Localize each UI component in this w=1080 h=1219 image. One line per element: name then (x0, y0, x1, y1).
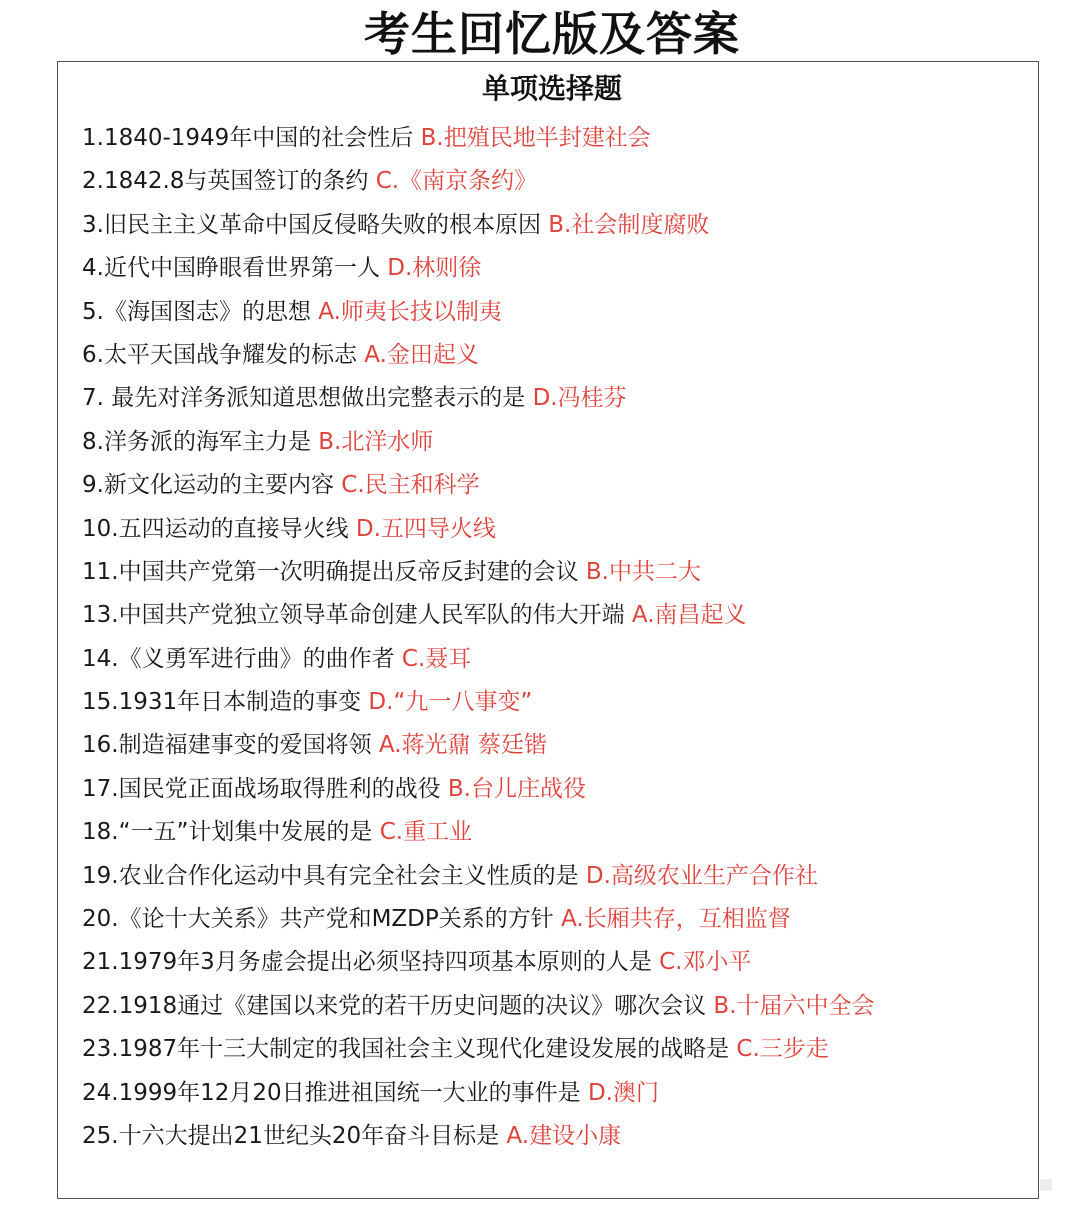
answer-text: B.北洋水师 (318, 428, 434, 455)
question-text: 20.《论十大关系》共产党和MZDP关系的方针 (82, 906, 562, 933)
question-item-24 (82, 1072, 1032, 1115)
page-title: 考生回忆版及答案 (364, 7, 740, 61)
question-item-20 (82, 898, 1032, 941)
question-text: 7. 最先对洋务派知道思想做出完整表示的是 (82, 385, 533, 412)
answer-text: B.中共二大 (585, 558, 701, 585)
question-item-14 (82, 638, 1032, 681)
answer-text: C.《南京条约》 (375, 168, 538, 195)
corner-mark-icon (1040, 1179, 1052, 1191)
question-text: 18.“一五”计划集中发展的是 (82, 819, 380, 846)
question-text: 9.新文化运动的主要内容 (82, 472, 342, 499)
answer-text: C.邓小平 (659, 949, 752, 976)
question-item-7 (82, 377, 1032, 420)
question-item-6 (82, 334, 1032, 377)
answer-text: C.重工业 (379, 819, 473, 846)
question-text: 14.《义勇军进行曲》的曲作者 (82, 645, 402, 672)
question-text: 3.旧民主主义革命中国反侵略失败的根本原因 (82, 211, 549, 238)
answer-text: A.长厢共存，互相监督 (561, 906, 791, 933)
section-title: 单项选择题 (481, 72, 622, 105)
question-text: 22.1918通过《建国以来党的若干历史问题的决议》哪次会议 (82, 992, 714, 1019)
question-text: 13.中国共产党独立领导革命创建人民军队的伟大开端 (82, 602, 632, 629)
question-text: 11.中国共产党第一次明确提出反帝反封建的会议 (82, 558, 586, 585)
answer-text: A.师夷长技以制夷 (318, 298, 502, 325)
answer-text: D.林则徐 (387, 255, 482, 282)
question-item-23 (82, 1028, 1032, 1071)
question-text: 6.太平天国战争耀发的标志 (82, 341, 365, 368)
question-item-13 (82, 594, 1032, 637)
question-item-8 (82, 421, 1032, 464)
question-text: 8.洋务派的海军主力是 (82, 428, 319, 455)
answer-text: D.高级农业生产合作社 (585, 862, 818, 889)
question-text: 5.《海国图志》的思想 (82, 298, 319, 325)
answer-text: D.“九一八事变” (368, 689, 533, 716)
question-item-2 (82, 160, 1032, 203)
question-item-19 (82, 855, 1032, 898)
question-text: 10.五四运动的直接导火线 (82, 515, 356, 542)
question-text: 15.1931年日本制造的事变 (82, 689, 369, 716)
answer-text: A.蒋光鼐 蔡廷锴 (378, 732, 547, 759)
answer-text: B.把殖民地半封建社会 (420, 125, 651, 151)
answer-text: C.聂耳 (401, 645, 472, 672)
question-item-21 (82, 941, 1032, 984)
question-item-25 (82, 1115, 1032, 1158)
question-item-11 (82, 551, 1032, 594)
question-item-16 (82, 724, 1032, 767)
question-item-17 (82, 768, 1032, 811)
answer-text: B.台儿庄战役 (447, 775, 586, 802)
answer-text: A.南昌起义 (631, 602, 747, 629)
question-text: 17.国民党正面战场取得胜利的战役 (82, 775, 448, 802)
question-item-5 (82, 291, 1032, 334)
question-text: 4.近代中国睁眼看世界第一人 (82, 255, 388, 282)
question-item-18 (82, 811, 1032, 854)
answer-text: C.民主和科学 (341, 472, 480, 499)
answer-text: D.冯桂芬 (532, 385, 627, 412)
question-item-3 (82, 204, 1032, 247)
question-item-1 (82, 117, 1032, 160)
answer-text: C.三步走 (736, 1036, 829, 1063)
question-text: 19.农业合作化运动中具有完全社会主义性质的是 (82, 862, 586, 889)
question-text: 23.1987年十三大制定的我国社会主义现代化建设发展的战略是 (82, 1036, 737, 1063)
question-item-10 (82, 508, 1032, 551)
answer-text: D.五四导火线 (355, 515, 496, 542)
question-text: 25.十六大提出21世纪头20年奋斗目标是 (82, 1122, 507, 1149)
question-item-15 (82, 681, 1032, 724)
answer-text: B.社会制度腐败 (548, 211, 710, 238)
answer-text: D.澳门 (587, 1079, 659, 1106)
question-text: 24.1999年12月20日推进祖国统一大业的事件是 (82, 1079, 588, 1106)
answer-text: A.金田起义 (364, 341, 479, 368)
question-list (82, 117, 1032, 1158)
answer-text: A.建设小康 (506, 1122, 622, 1149)
question-text: 16.制造福建事变的爱国将领 (82, 732, 379, 759)
question-text: 1.1840-1949年中国的社会性后 (82, 125, 421, 151)
question-text: 21.1979年3月务虚会提出必须坚持四项基本原则的人是 (82, 949, 660, 976)
answer-text: B.十届六中全会 (713, 992, 875, 1019)
question-item-9 (82, 464, 1032, 507)
question-text: 2.1842.8与英国签订的条约 (82, 168, 376, 195)
question-item-22 (82, 985, 1032, 1028)
question-item-4 (82, 247, 1032, 290)
